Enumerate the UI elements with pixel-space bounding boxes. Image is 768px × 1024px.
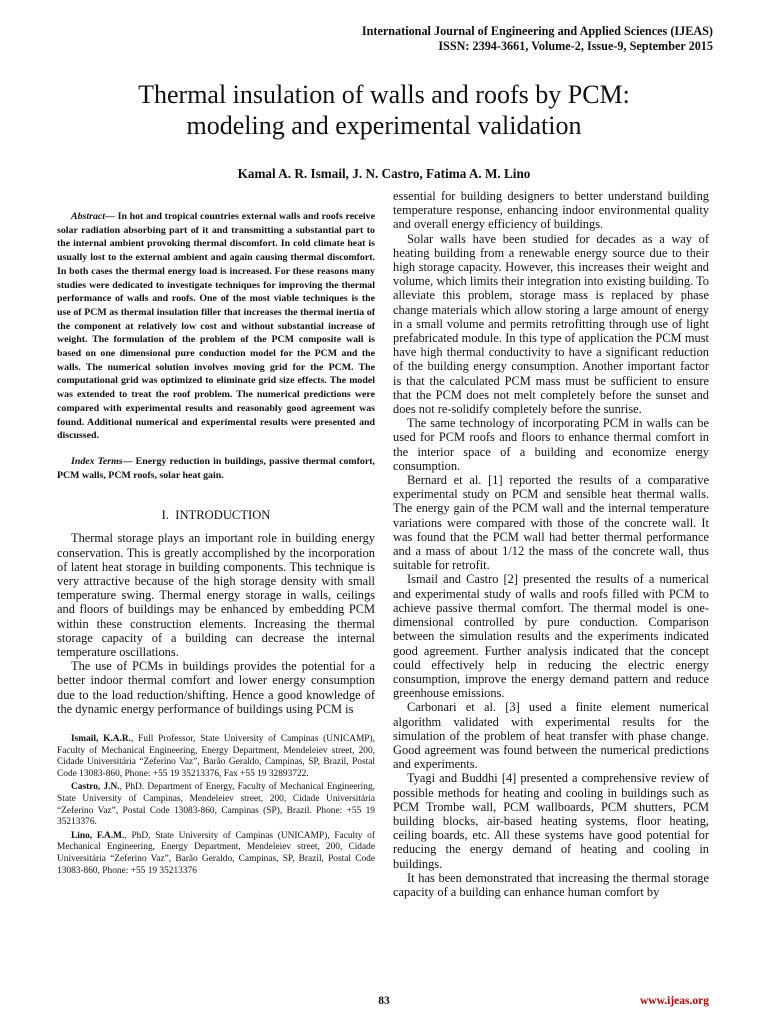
page-number: 83 xyxy=(378,995,390,1007)
paragraph: Solar walls have been studied for decades as a way of heating building from a renewable energy source due to their high storage capacity. However, this increases their weight and volume, which limits their integration into existing building. To alleviate this problem, storage mass is replaced by phase change materials which allow storing a large amount of energy in a small volume and permits retrofitting through use of light prefabricated module. In this type of application the PCM must have high thermal conductivity to have a significant reduction of the building energy consumption. Another important factor is that the calculated PCM mass must be sufficient to ensure that the PCM does not melt completely before the sunset and does not re-solidify completely before the sunrise. xyxy=(393,231,709,417)
footnote-text: , PhD. Department of Energy, Faculty of Mechanical Engineering, State University of Campinas, Mendeleiev street, 200, Cidade Universitária “Zeferino Vaz”, Postal Code 13083-860, Campinas (SP), Brazil. Phone: +55 19 35213376. xyxy=(57,782,375,828)
footnote-text: , PhD, State University of Campinas (UNICAMP), Faculty of Mechanical Engineering, Energy Department, Mendeleiev street, 200, Cidade Universitária “Zeferino Vaz”, Barão Geraldo, Campinas, SP, Brazil, Postal Code 13083-860, Phone: +55 19 35213376 xyxy=(57,830,375,876)
footnote-name: Ismail, K.A.R. xyxy=(71,734,132,744)
paragraph: It has been demonstrated that increasing the thermal storage capacity of a building can enhance human comfort by xyxy=(393,870,709,899)
journal-name: International Journal of Engineering and Applied Sciences (IJEAS) xyxy=(361,24,713,38)
journal-website-link[interactable]: www.ijeas.org xyxy=(640,995,709,1007)
footnote-name: Lino, F.A.M. xyxy=(71,830,125,841)
footnote-castro xyxy=(57,782,375,828)
paragraph: The use of PCMs in buildings provides the potential for a better indoor thermal comfort and lower energy consumption due to the load reduction/shifting. Hence a good knowledge of the dynamic energy performance of buildings using PCM is xyxy=(57,659,375,716)
authors: Kamal A. R. Ismail, J. N. Castro, Fatima A. M. Lino xyxy=(237,166,531,181)
abstract-label: Abstract— xyxy=(71,211,115,222)
paragraph: Tyagi and Buddhi [4] presented a comprehensive review of possible methods for heating and cooling in buildings such as PCM Trombe wall, PCM wallboards, PCM shutters, PCM building blocks, air-based heating systems, floor heating, ceiling boards, etc. All these systems have good potential for reducing the energy demand of heating and cooling in buildings. xyxy=(393,771,709,871)
paragraph: Bernard et al. [1] reported the results of a comparative experimental study on PCM and sensible heat thermal walls. The energy gain of the PCM wall and the internal temperature variations were compared with those of the concrete wall. It was found that the PCM wall had better thermal performance and a mass of about 1/12 the mass of the concrete wall, thus suitable for retrofit. xyxy=(393,473,709,573)
paragraph: Carbonari et al. [3] used a finite element numerical algorithm validated with experimental results for the simulation of the problem of heat transfer with phase change. Good agreement was found between the numerical predictions and experiments. xyxy=(393,700,709,772)
index-terms-text: Energy reduction in buildings, passive thermal comfort, PCM walls, PCM roofs, solar heat gain. xyxy=(57,455,376,481)
footnote-ismail xyxy=(57,734,375,780)
footnote-name: Castro, J.N. xyxy=(71,782,120,793)
index-terms xyxy=(57,455,375,482)
paper-title-line1: Thermal insulation of walls and roofs by PCM: xyxy=(138,80,630,109)
abstract xyxy=(57,210,375,443)
right-column xyxy=(393,189,709,899)
footnote-lino xyxy=(57,831,375,877)
paragraph: The same technology of incorporating PCM in walls can be used for PCM roofs and floors to enhance thermal comfort in the interior space of a building and economize energy consumption. xyxy=(393,416,709,473)
paragraph: essential for building designers to better understand building temperature response, enhancing indoor environmental quality and overall energy efficiency of buildings. xyxy=(393,189,709,232)
author-footnotes xyxy=(57,734,375,877)
abstract-text: In hot and tropical countries external walls and roofs receive solar radiation absorbing part of it and transmitting a substantial part to the internal ambient provoking thermal discomfort. In cold climate heat is usually lost to the external ambient and again causing thermal discomfort. In both cases the thermal energy load is increased. For these reasons many studies were dedicated to investigate techniques for improving the thermal performance of walls and roofs. One of the most viable techniques is the use of PCM as thermal insulation filler that increases the thermal inertia of the component at relatively low cost and without substantial increase of weight. The formulation of the problem of the PCM composite wall is based on one dimensional pure conduction model for the PCM and the walls. The numerical solution involves moving grid for the PCM. The computational grid was optimized to eliminate grid size effects. The model was extended to treat the roof problem. The numerical predictions were compared with experimental results and reasonably good agreement was found. Additional numerical and experimental results were presented and discussed. xyxy=(57,211,375,442)
introduction-body xyxy=(57,531,375,716)
journal-header xyxy=(362,24,713,54)
paper-title xyxy=(0,79,768,141)
footnote-text: , Full Professor, State University of Campinas (UNICAMP), Faculty of Mechanical Engineering, Energy Department, Mendeleiev street, 200, Cidade Universitária “Zeferino Vaz”, Barão Geraldo, Campinas, SP, Brazil, Postal Code 13083-860, Phone: +55 19 35213376, Fax +55 19 32893722. xyxy=(57,734,375,779)
index-terms-label: Index Terms— xyxy=(71,455,133,467)
section-heading-introduction: I. INTRODUCTION xyxy=(161,508,271,523)
paragraph: Ismail and Castro [2] presented the results of a numerical and experimental study of walls and roofs filled with PCM to achieve passive thermal comfort. The thermal model is one-dimensional controlled by pure conduction. Comparison between the simulation results and the experiments indicated good agreement. Further analysis indicated that the concept could effectively help in reducing the electric energy consumption, improve the energy demand pattern and reduce greenhouse emissions. xyxy=(393,572,709,701)
journal-issn: ISSN: 2394-3661, Volume-2, Issue-9, September 2015 xyxy=(438,39,713,53)
paragraph: Thermal storage plays an important role in building energy conservation. This is greatly accomplished by the incorporation of latent heat storage in building components. This technique is very attractive because of the high storage density with small temperature swing. Thermal energy storage in walls, ceilings and floors of buildings may be enhanced by embedding PCM within these construction elements. Increasing the thermal storage capacity of a building can decrease the internal temperature oscillations. xyxy=(57,531,375,659)
left-column xyxy=(57,210,375,879)
paper-title-line2: modeling and experimental validation xyxy=(186,111,582,140)
